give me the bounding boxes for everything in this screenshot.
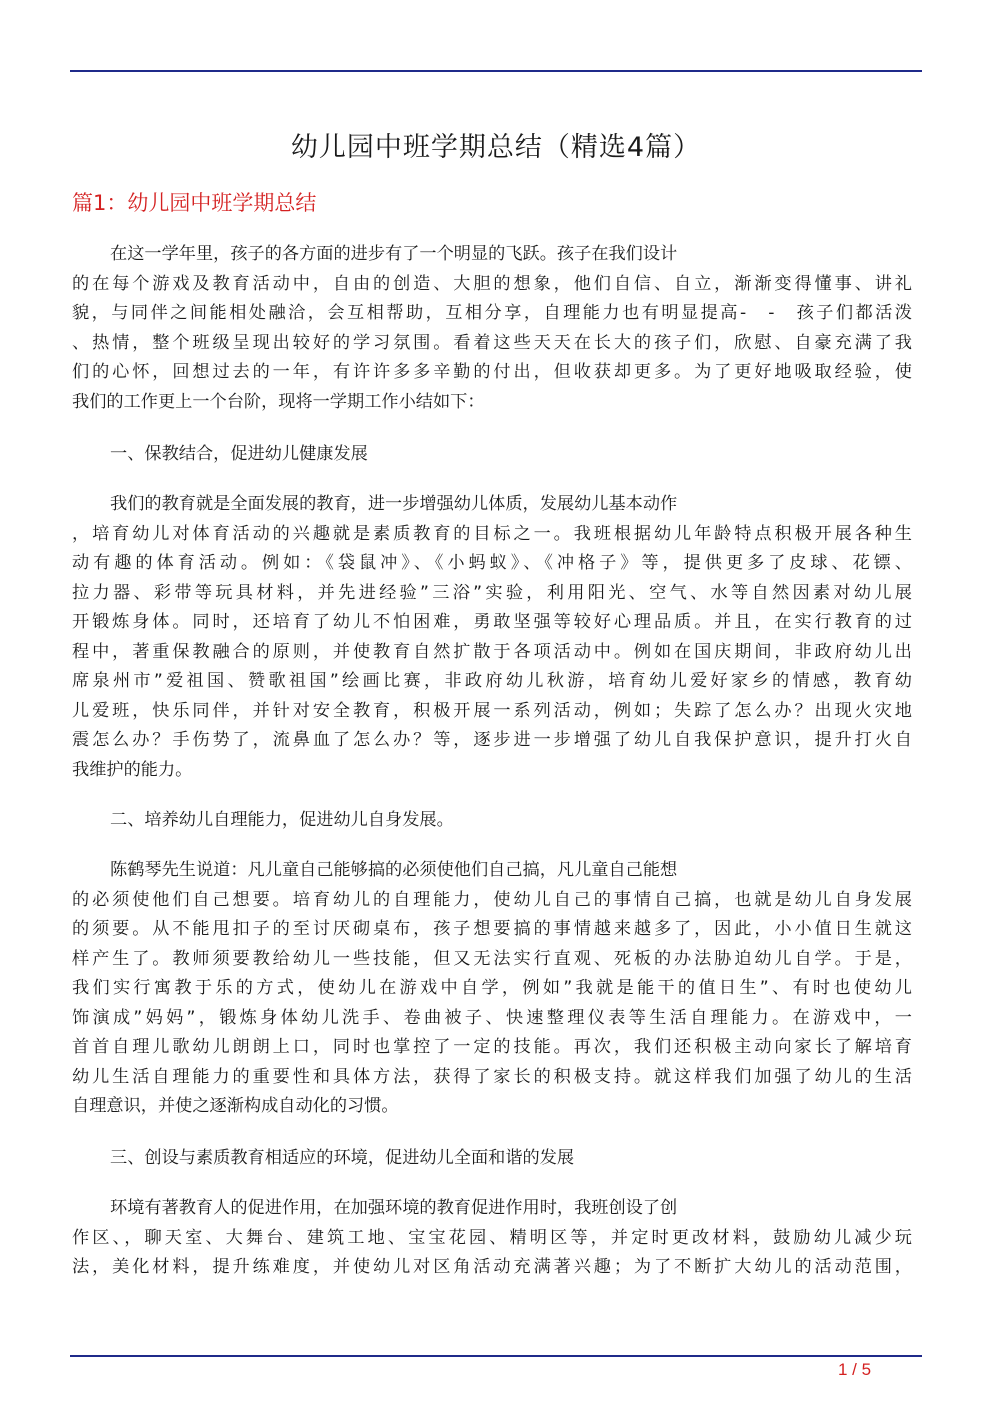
paragraph-self-care xyxy=(72,856,912,1122)
text-line: 在这一学年里，孩子的各方面的进步有了一个明显的飞跃。孩子在我们设计 xyxy=(110,244,678,264)
page-number: 1 / 5 xyxy=(838,1360,872,1379)
text-line: 们的心怀，回想过去的一年，有许许多多辛勤的付出，但收获却更多。为了更好地吸取经验，使 xyxy=(72,362,912,382)
header-rule xyxy=(70,70,922,72)
section-title: 篇1：幼儿园中班学期总结 xyxy=(72,191,317,215)
subheading-1: 一、保教结合，促进幼儿健康发展 xyxy=(110,444,368,464)
text-line: 我们实行寓教于乐的方式，使幼儿在游戏中自学，例如”我就是能干的值日生”、有时也使幼儿 xyxy=(72,978,912,998)
text-line: 震怎么办？手伤势了，流鼻血了怎么办？等，逐步进一步增强了幼儿自我保护意识，提升打火自 xyxy=(72,730,912,750)
paragraph-health xyxy=(72,490,912,785)
text-line: 儿爱班，快乐同伴，并针对安全教育，积极开展一系列活动，例如；失踪了怎么办？出现火灾地 xyxy=(72,700,912,721)
document-title: 幼儿园中班学期总结（精选4篇） xyxy=(290,132,702,163)
text-line: 法，美化材料，提升练难度，并使幼儿对区角活动充满著兴趣；为了不断扩大幼儿的活动范围， xyxy=(72,1257,912,1277)
text-line: 动有趣的体育活动。例如：《袋鼠冲》、《小蚂蚁》、《冲格子》等，提供更多了皮球、花镖、 xyxy=(72,553,912,573)
text-line: 首首自理儿歌幼儿朗朗上口，同时也掌控了一定的技能。再次，我们还积极主动向家长了解培育 xyxy=(72,1037,912,1057)
text-line: 饰演成”妈妈”，锻炼身体幼儿洗手、卷曲被子、快速整理仪表等生活自理能力。在游戏中，一 xyxy=(72,1007,912,1028)
text-line: 貌，与同伴之间能相处融洽，会互相帮助，互相分享，自理能力也有明显提高- - 孩子们都活泼 xyxy=(72,303,912,323)
text-line: 环境有著教育人的促进作用，在加强环境的教育促进作用时，我班创设了创 xyxy=(110,1198,678,1218)
text-line: 程中，著重保教融合的原则，并使教育自然扩散于各项活动中。例如在国庆期间，非政府幼儿出 xyxy=(72,641,912,662)
text-line: 自理意识，并使之逐渐构成自动化的习惯。 xyxy=(72,1096,399,1116)
text-line: 我们的工作更上一个台阶，现将一学期工作小结如下： xyxy=(72,391,485,412)
subheading-3: 三、创设与素质教育相适应的环境，促进幼儿全面和谐的发展 xyxy=(110,1148,575,1168)
text-line: 陈鹤琴先生说道：凡儿童自己能够搞的必须使他们自己搞，凡儿童自己能想 xyxy=(110,860,678,880)
text-line: 拉力器、彩带等玩具材料，并先进经验”三浴”实验，利用阳光、空气、水等自然因素对幼儿展 xyxy=(72,582,912,603)
text-line: 开锻炼身体。同时，还培育了幼儿不怕困难，勇敢坚强等较好心理品质。并且，在实行教育的过 xyxy=(72,612,912,632)
paragraph-intro xyxy=(72,240,912,417)
text-line: 的在每个游戏及教育活动中，自由的创造、大胆的想象，他们自信、自立，渐渐变得懂事、讲礼 xyxy=(72,273,912,294)
paragraph-environment xyxy=(72,1194,912,1283)
text-line: 作区、，聊天室、大舞台、建筑工地、宝宝花园、精明区等，并定时更改材料，鼓励幼儿减少玩 xyxy=(72,1227,912,1248)
text-line: ，培育幼儿对体育活动的兴趣就是素质教育的目标之一。我班根据幼儿年龄特点积极开展各种生 xyxy=(72,523,912,544)
text-line: 幼儿生活自理能力的重要性和具体方法，获得了家长的积极支持。就这样我们加强了幼儿的生活 xyxy=(72,1066,912,1087)
text-line: 、热情，整个班级呈现出较好的学习氛围。看着这些天天在长大的孩子们，欣慰、自豪充满了我 xyxy=(72,332,912,353)
footer-rule xyxy=(70,1355,922,1357)
text-line: 样产生了。教师须要教给幼儿一些技能，但又无法实行直观、死板的办法胁迫幼儿自学。于是， xyxy=(72,948,912,969)
text-line: 席泉州市”爱祖国、赞歌祖国”绘画比赛，非政府幼儿秋游，培育幼儿爱好家乡的情感，教育幼 xyxy=(72,671,912,691)
text-line: 我维护的能力。 xyxy=(72,759,193,780)
text-line: 我们的教育就是全面发展的教育，进一步增强幼儿体质，发展幼儿基本动作 xyxy=(110,494,678,514)
subheading-2: 二、培养幼儿自理能力，促进幼儿自身发展。 xyxy=(110,810,454,830)
text-line: 的必须使他们自己想要。培育幼儿的自理能力，使幼儿自己的事情自己搞，也就是幼儿自身发展 xyxy=(72,889,912,910)
text-line: 的须要。从不能甩扣子的至讨厌砌桌布，孩子想要搞的事情越来越多了，因此，小小值日生就这 xyxy=(72,919,912,939)
